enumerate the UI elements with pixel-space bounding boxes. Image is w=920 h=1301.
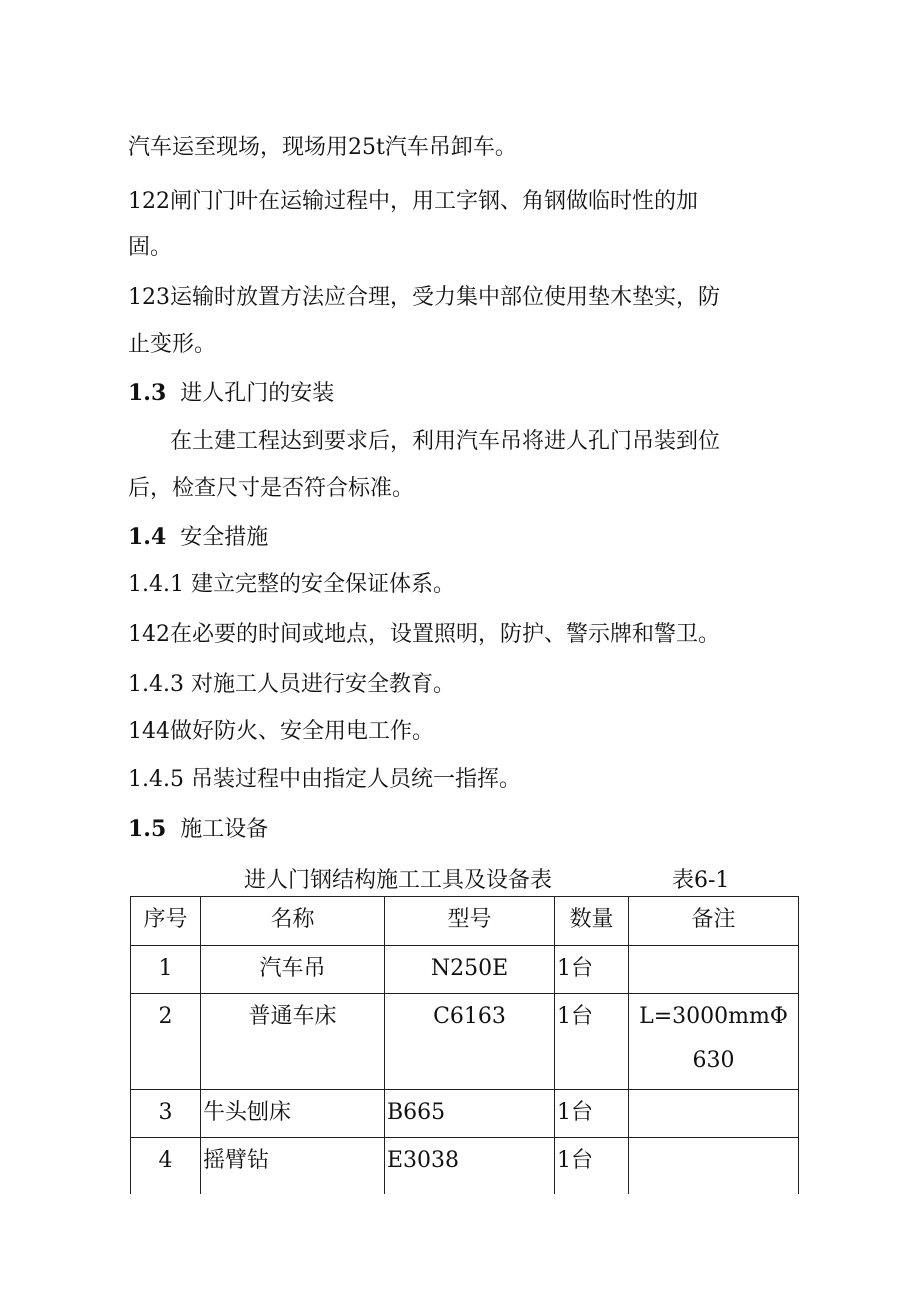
paragraph-install-line2: 后，检查尺寸是否符合标准。	[128, 476, 415, 501]
header-qty: 数量	[555, 897, 629, 946]
paragraph-122-line1: 122闸门门叶在运输过程中，用工字钢、角钢做临时性的加	[128, 189, 698, 214]
cell-name: 普通车床	[201, 994, 385, 1090]
cell-qty: 1台	[555, 1138, 629, 1195]
safety-item-1-4-5: 1.4.5 吊装过程中由指定人员统一指挥。	[128, 767, 521, 792]
heading-1-3-number: 1.3	[128, 380, 167, 406]
cell-model: N250E	[385, 946, 555, 994]
heading-1-4	[128, 522, 268, 553]
cell-name: 摇臂钻	[201, 1138, 385, 1195]
cell-no: 2	[131, 994, 201, 1090]
cell-model: E3038	[385, 1138, 555, 1195]
cell-note	[629, 994, 799, 1090]
paragraph-123-line1: 123运输时放置方法应合理，受力集中部位使用垫木垫实，防	[128, 285, 720, 310]
cell-note	[629, 1138, 799, 1195]
paragraph-install-line1: 在土建工程达到要求后，利用汽车吊将进人孔门吊装到位	[170, 429, 721, 454]
table-row	[131, 946, 799, 994]
cell-no: 4	[131, 1138, 201, 1195]
note-line2: 630	[692, 1048, 735, 1073]
safety-item-142: 142在必要的时间或地点，设置照明，防护、警示牌和警卫。	[128, 622, 720, 647]
table-row	[131, 1090, 799, 1138]
paragraph-122-line2: 固。	[128, 235, 173, 260]
heading-1-5-text: 施工设备	[180, 817, 269, 842]
cell-name: 牛头刨床	[201, 1090, 385, 1138]
table-header-row	[131, 897, 799, 946]
heading-1-3-text: 进人孔门的安装	[180, 381, 335, 406]
table-number: 表6-1	[672, 868, 730, 893]
heading-1-3	[128, 378, 334, 409]
cell-model: B665	[385, 1090, 555, 1138]
heading-1-4-number: 1.4	[128, 524, 167, 550]
table-row	[131, 1138, 799, 1195]
table-row	[131, 994, 799, 1090]
cell-name: 汽车吊	[201, 946, 385, 994]
heading-1-4-text: 安全措施	[180, 525, 269, 550]
cell-no: 1	[131, 946, 201, 994]
cell-qty: 1台	[555, 1090, 629, 1138]
paragraph-123-line2: 止变形。	[128, 332, 217, 357]
cell-qty: 1台	[555, 994, 629, 1090]
equipment-table	[130, 896, 799, 1194]
header-note: 备注	[629, 897, 799, 946]
safety-item-1-4-3: 1.4.3 对施工人员进行安全教育。	[128, 672, 455, 697]
header-no: 序号	[131, 897, 201, 946]
note-line1: L=3000mmΦ	[639, 1004, 788, 1029]
cell-model: C6163	[385, 994, 555, 1090]
cell-note	[629, 1090, 799, 1138]
header-name: 名称	[201, 897, 385, 946]
cell-note	[629, 946, 799, 994]
heading-1-5	[128, 814, 268, 845]
safety-item-144: 144做好防火、安全用电工作。	[128, 719, 434, 744]
cell-no: 3	[131, 1090, 201, 1138]
heading-1-5-number: 1.5	[128, 816, 167, 842]
cell-qty: 1台	[555, 946, 629, 994]
safety-item-1-4-1: 1.4.1 建立完整的安全保证体系。	[128, 572, 455, 597]
paragraph-transport-unload: 汽车运至现场，现场用25t汽车吊卸车。	[128, 135, 517, 160]
table-caption: 进人门钢结构施工工具及设备表	[244, 868, 553, 893]
header-model: 型号	[385, 897, 555, 946]
